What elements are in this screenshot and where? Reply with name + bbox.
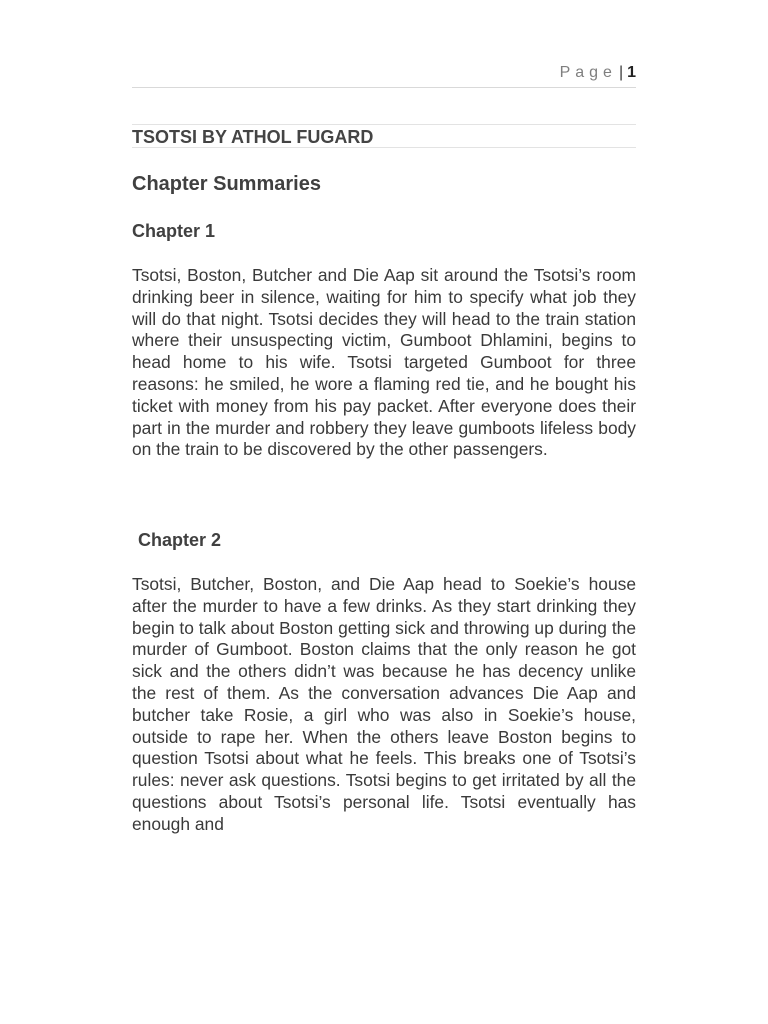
page-header (132, 60, 636, 88)
chapter-2-heading: Chapter 2 (138, 530, 222, 550)
page-label: Page (559, 64, 617, 81)
page-number-indicator (560, 64, 636, 82)
page-separator: | (618, 64, 624, 81)
title-band (132, 124, 636, 148)
document-title: TSOTSI BY ATHOL FUGARD (132, 127, 374, 147)
chapter-1-summary: Tsotsi, Boston, Butcher and Die Aap sit around the Tsotsi’s room drinking beer in silence, waiting for him to specify what job they will do that night. Tsotsi decides they will head to the train station where their unsuspecting victim, Gumboot Dhlamini, begins to head home to his wife. Tsotsi targeted Gumboot for three reasons: he smiled, he wore a flaming red tie, and he bought his ticket with money from his pay packet. After everyone does their part in the murder and robbery they leave gumboots lifeless body on the train to be discovered by the other passengers. (132, 265, 636, 460)
page-number: 1 (627, 64, 636, 81)
chapter-1-heading: Chapter 1 (132, 221, 216, 241)
chapter-2-summary: Tsotsi, Butcher, Boston, and Die Aap head to Soekie’s house after the murder to have a few drinks. As they start drinking they begin to talk about Boston getting sick and throwing up during the murder of Gumboot. Boston claims that the only reason he got sick and the others didn’t was because he has decency unlike the rest of them. As the conversation advances Die Aap and butcher take Rosie, a girl who was also in Soekie’s house, outside to rape her. When the others leave Boston begins to question Tsotsi about what he feels. This breaks one of Tsotsi’s rules: never ask questions. Tsotsi begins to get irritated by all the questions about Tsotsi’s personal life. Tsotsi eventually has enough and (132, 574, 636, 834)
section-heading: Chapter Summaries (132, 173, 321, 195)
